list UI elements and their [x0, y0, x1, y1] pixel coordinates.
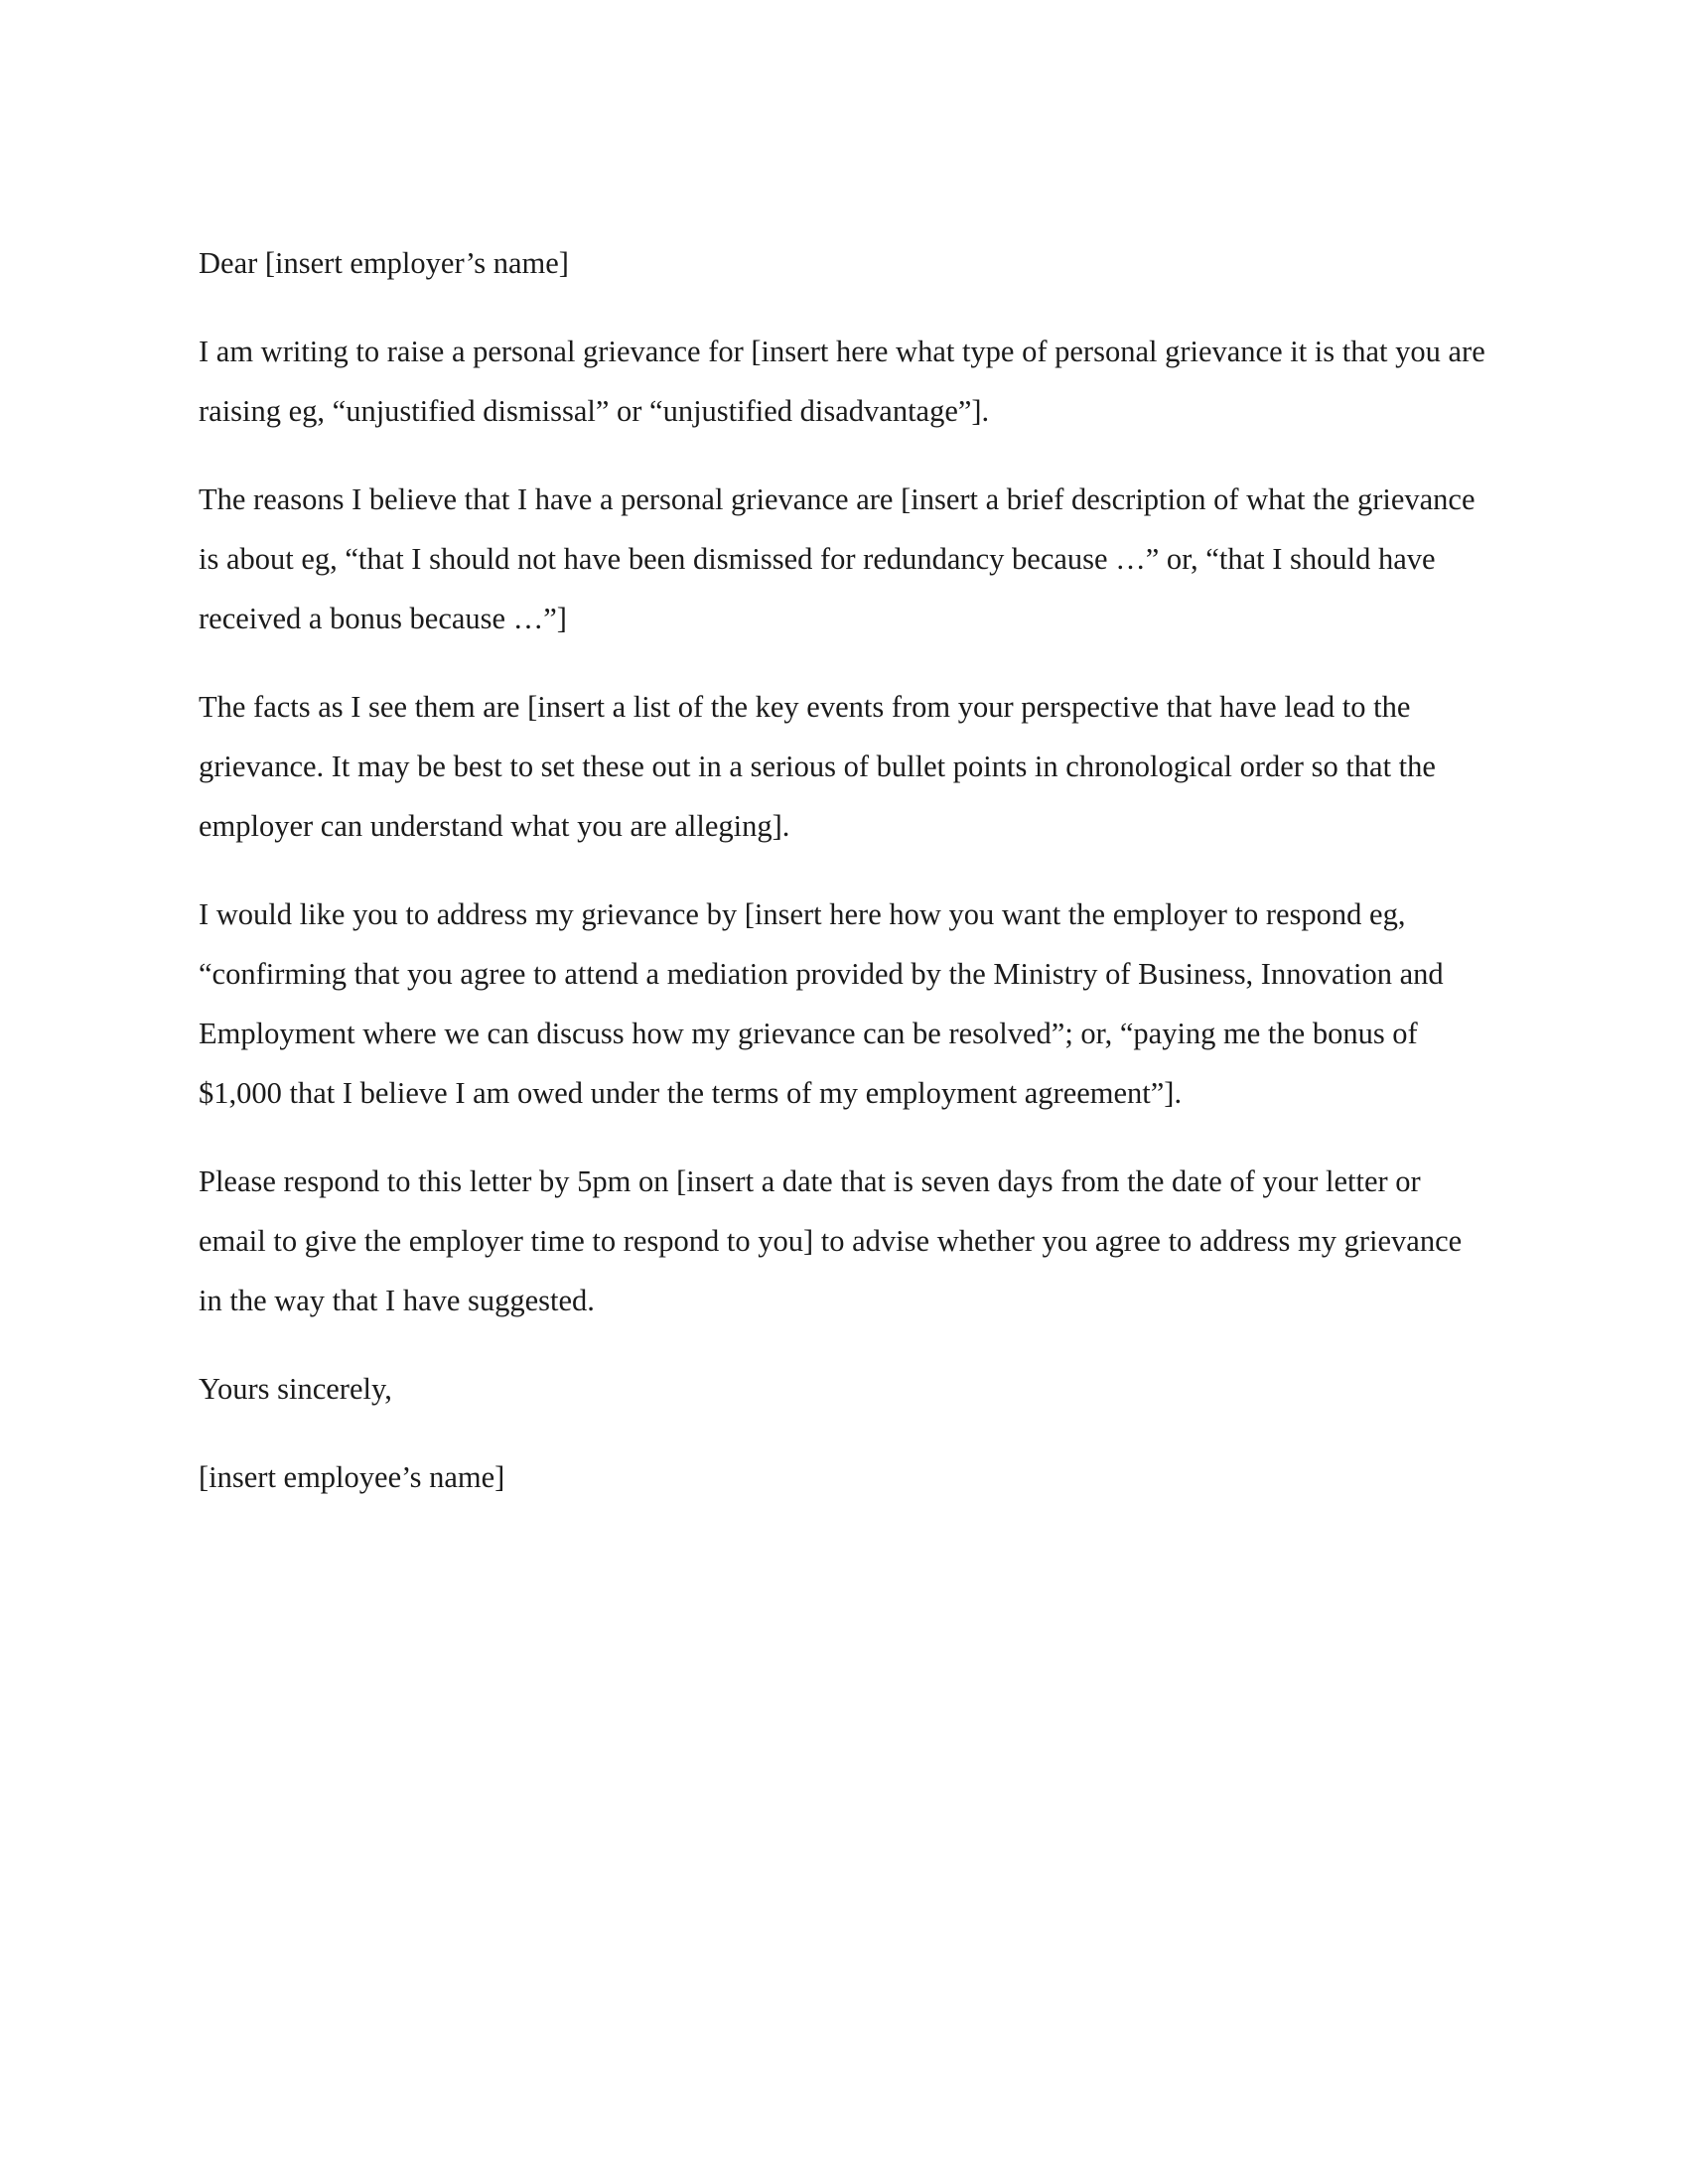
paragraph-grievance-type: I am writing to raise a personal grievance for [insert here what type of personal grievance it is that you are raising eg, “unjustified dismissal” or “unjustified disadvantage”]. [199, 335, 1485, 428]
paragraph-requested-remedy: I would like you to address my grievance by [insert here how you want the employer to respond eg, “confirming that you agree to attend a mediation provided by the Ministry of Business, Innovation and Employment where we can discuss how my grievance can be resolved”; or, “paying me the bonus of $1,000 that I believe I am owed under the terms of my employment agreement”]. [199, 897, 1444, 1110]
signature-placeholder: [insert employee’s name] [199, 1460, 505, 1494]
paragraph-grievance-reasons: The reasons I believe that I have a personal grievance are [insert a brief description of what the grievance is about eg, “that I should not have been dismissed for redundancy because …” or, “that I should have received a bonus because …”] [199, 482, 1476, 635]
paragraph-response-deadline: Please respond to this letter by 5pm on [insert a date that is seven days from the date of your letter or email to give the employer time to respond to you] to advise whether you agree to address my grievance in the way that I have suggested. [199, 1164, 1463, 1317]
closing-line: Yours sincerely, [199, 1372, 392, 1406]
letter-body [199, 233, 1489, 1536]
paragraph-facts: The facts as I see them are [insert a list of the key events from your perspective that have lead to the grievance. It may be best to set these out in a serious of bullet points in chronological order so that the employer can understand what you are alleging]. [199, 690, 1436, 843]
salutation-line: Dear [insert employer’s name] [199, 246, 569, 280]
